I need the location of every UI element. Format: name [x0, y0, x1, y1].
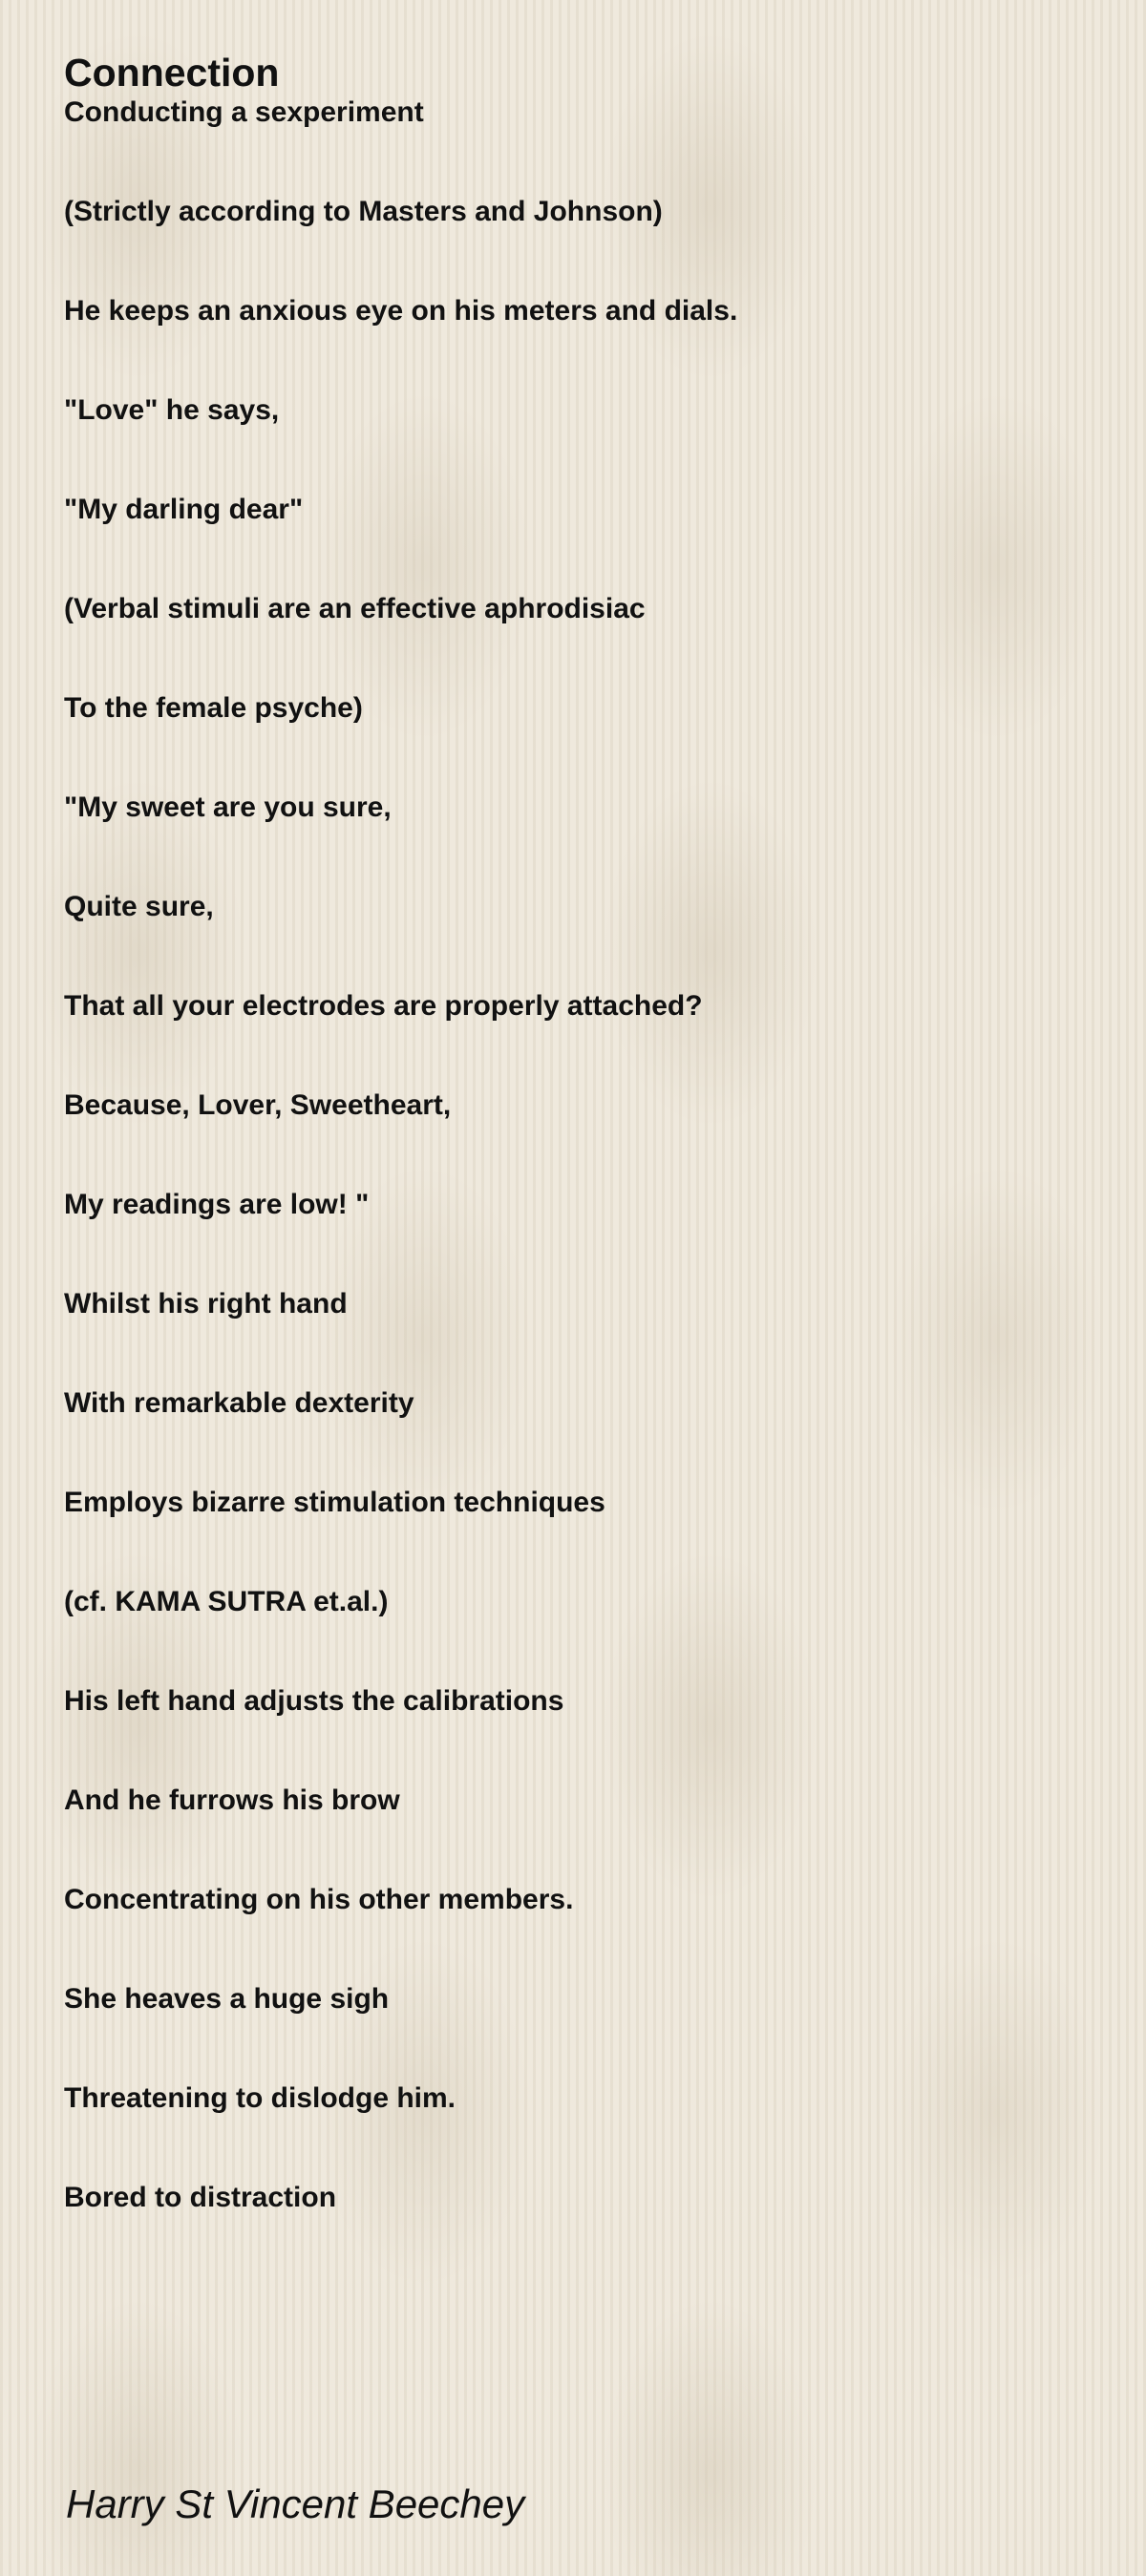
poem-line: "My darling dear": [64, 494, 304, 525]
poem-line: (Verbal stimuli are an effective aphrodisiac: [64, 593, 646, 624]
poem-line: My readings are low! ": [64, 1189, 370, 1220]
poem-line: Employs bizarre stimulation techniques: [64, 1487, 605, 1518]
poem-line: "Love" he says,: [64, 394, 280, 426]
poem-line: Quite sure,: [64, 891, 214, 922]
poem-line: Because, Lover, Sweetheart,: [64, 1089, 452, 1121]
stanza-2: [64, 1982, 1146, 2215]
poem-title: Connection: [64, 51, 280, 95]
author-name: Harry St Vincent Beechey: [66, 2481, 525, 2526]
poem-line: His left hand adjusts the calibrations: [64, 1685, 564, 1717]
poem-line: That all your electrodes are properly attached?: [64, 990, 703, 1022]
poem-line: Whilst his right hand: [64, 1288, 348, 1320]
poem-line: "My sweet are you sure,: [64, 792, 392, 823]
poem-line: Threatening to dislodge him.: [64, 2082, 456, 2114]
poem-line: She heaves a huge sigh: [64, 1983, 390, 2015]
poem-line: With remarkable dexterity: [64, 1387, 414, 1419]
stanza-1: [64, 95, 1146, 1917]
poem-line: Conducting a sexperiment: [64, 96, 424, 128]
poem-line: And he furrows his brow: [64, 1784, 400, 1816]
poem-line: Bored to distraction: [64, 2182, 337, 2213]
poem-line: Concentrating on his other members.: [64, 1884, 574, 1915]
poem-line: (cf. KAMA SUTRA et.al.): [64, 1586, 389, 1617]
poem-line: (Strictly according to Masters and Johnson): [64, 196, 663, 227]
poem-body: [64, 95, 1146, 2215]
poem-line: He keeps an anxious eye on his meters and dials.: [64, 295, 738, 327]
poem-line: To the female psyche): [64, 692, 363, 724]
